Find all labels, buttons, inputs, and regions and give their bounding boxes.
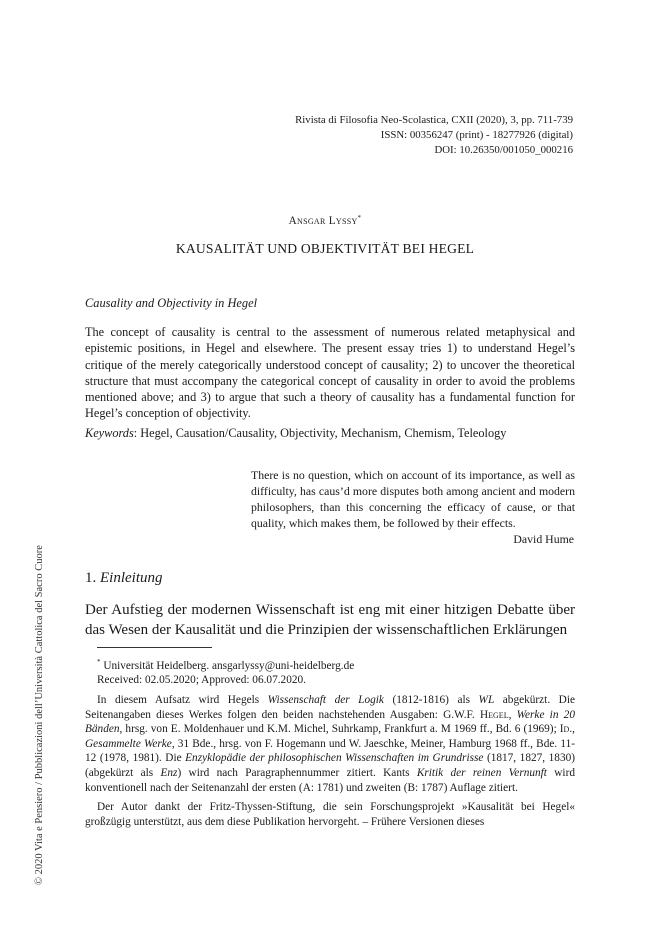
section-title: Einleitung <box>100 570 163 586</box>
fn-text: , <box>508 708 517 721</box>
fn-text: , 31 Bde., hrsg. von F. Hogemann und W. Jaeschke, Meiner, Hamburg 1968 ff., Bde. 11-12 (1978, 1981). Die <box>85 737 575 765</box>
fn-smallcaps: Id. <box>559 723 573 736</box>
footnotes <box>85 655 575 829</box>
author-line <box>0 215 650 227</box>
fn-text: , <box>572 723 575 736</box>
fn-italic: Gesammelte Werke <box>85 737 172 750</box>
footnote-dates: Received: 02.05.2020; Approved: 06.07.2020. <box>97 674 306 687</box>
fn-italic: Enz <box>160 766 178 779</box>
author-footnote-marker: * <box>357 214 362 222</box>
fn-text: (1817, 1827, 1830) (abgekürzt als <box>85 752 575 779</box>
fn-italic: WL <box>478 693 495 706</box>
fn-text: , hrsg. von E. Moldenhauer und K.M. Michel, Suhrkamp, Frankfurt a. M 1969 ff., Bd. 6 (1969); <box>119 723 560 736</box>
keywords-line <box>85 426 575 441</box>
affiliation-text: Universität Heidelberg. ansgarlyssy@uni-heidelberg.de <box>103 659 355 672</box>
keywords-list: : Hegel, Causation/Causality, Objectivity, Mechanism, Chemism, Teleology <box>133 426 507 440</box>
epigraph-author: David Hume <box>513 532 574 546</box>
section-number: 1. <box>85 570 97 586</box>
epigraph-quote: There is no question, which on account of its importance, as well as difficulty, has caus’d more disputes both among ancient and modern philosophers, than this concerning the efficacy of cause, or that quality, which makes them, be followed by their effects. <box>251 468 575 530</box>
keywords-label: Keywords <box>85 426 134 440</box>
issn-line: ISSN: 00356247 (print) - 18277926 (digital) <box>380 129 573 141</box>
fn-text: In diesem Aufsatz wird Hegels <box>97 693 268 706</box>
fn-italic: Werke in 20 Bänden <box>85 708 575 736</box>
fn-text: abgekürzt. Die Seitenangaben dieses Werkes folgen den beiden nachstehenden Ausgaben: G.W.F. <box>85 693 575 721</box>
fn-italic: Wissenschaft der Logik <box>267 693 384 706</box>
fn-italic: Enzyklopädie der philosophischen Wissenschaften im Grundrisse <box>185 752 484 765</box>
english-title: Causality and Objectivity in Hegel <box>85 296 258 310</box>
fn-text: (1812-1816) als <box>383 693 479 706</box>
doi-line: DOI: 10.26350/001050_000216 <box>434 144 573 156</box>
author-name: Ansgar Lyssy <box>288 215 358 227</box>
article-title: KAUSALITÄT UND OBJEKTIVITÄT BEI HEGEL <box>175 241 475 256</box>
body-paragraph: Der Aufstieg der modernen Wissenschaft ist eng mit einer hitzigen Debatte über das Wesen der Kausalität und die Prinzipien der wissenschaftlichen Erklärungen <box>85 602 575 638</box>
journal-citation: Rivista di Filosofia Neo-Scolastica, CXII (2020), 3, pp. 711-739 <box>295 114 573 126</box>
copyright-sidebar <box>24 475 44 885</box>
footnote-acknowledgements: Der Autor dankt der Fritz-Thyssen-Stiftung, die sein Forschungsprojekt »Kausalität bei Hegel« großzügig unterstützt, aus dem diese Publikation hervorgeht. – Frühere Versionen dieses <box>85 801 575 828</box>
footnote-abbreviations <box>85 693 575 795</box>
copyright-text: © 2020 Vita e Pensiero / Pubblicazioni dell’Università Cattolica del Sacro Cuore <box>34 545 45 885</box>
journal-header <box>295 113 573 158</box>
abstract-text: The concept of causality is central to the assessment of numerous related metaphysical and epistemic positions, in Hegel and elsewhere. The present essay tries 1) to understand Hegel’s critique of the merely categorically understood concept of causality; 2) to uncover the theoretical structure that must accompany the categorical concept of causality in order to avoid the problems mentioned above; and 3) to argue that such a theory of causality has a fundamental function for Hegel’s conception of objectivity. <box>85 325 575 421</box>
fn-text: wird konventionell nach der Seitenanzahl der ersten (A: 1781) und zweiten (B: 1787) Auflage zitiert. <box>85 766 575 794</box>
footnote-divider <box>97 647 212 648</box>
fn-italic: Kritik der reinen Vernunft <box>416 766 547 779</box>
fn-text: ) wird nach Paragraphennummer zitiert. Kants <box>177 766 417 779</box>
fn-smallcaps: Hegel <box>479 708 509 721</box>
footnote-marker: * <box>97 658 101 666</box>
section-heading <box>85 570 163 587</box>
footnote-affiliation <box>85 655 575 673</box>
